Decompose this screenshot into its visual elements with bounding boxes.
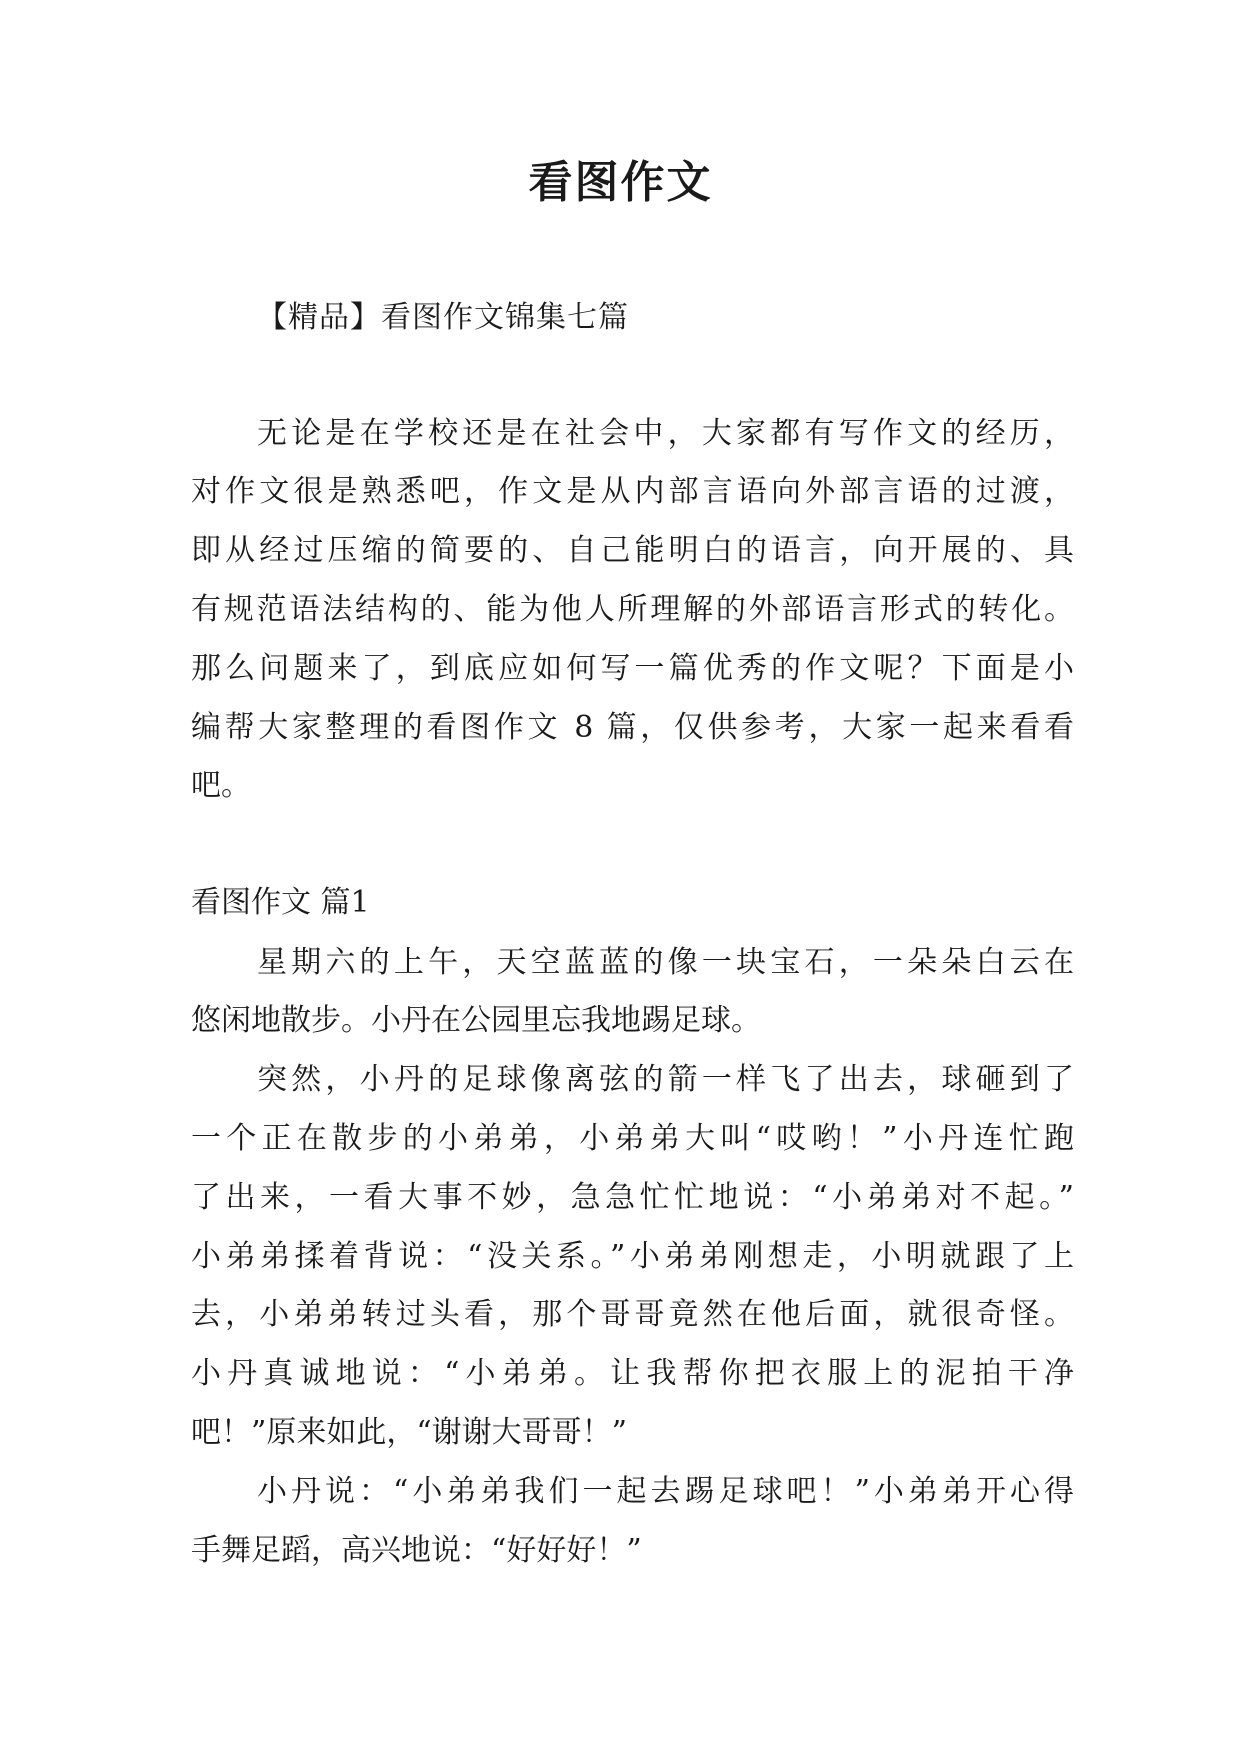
text-line: 星期六的上午，天空蓝蓝的像一块宝石，一朵朵白云在 — [257, 944, 1074, 980]
text-line: 突然，小丹的足球像离弦的箭一样飞了出去，球砸到了 — [257, 1062, 1074, 1098]
text-line: 了出来，一看大事不妙，急急忙忙地说：“小弟弟对不起。” — [191, 1179, 1074, 1215]
text-line: 小丹真诚地说：“小弟弟。让我帮你把衣服上的泥拍干净 — [191, 1356, 1074, 1392]
text-line: 无论是在学校还是在社会中，大家都有写作文的经历， — [257, 415, 1074, 451]
text-line: 有规范语法结构的、能为他人所理解的外部语言形式的转化。 — [191, 591, 1074, 627]
section-heading: 看图作文 篇1 — [191, 885, 370, 920]
document-subtitle: 【精品】看图作文锦集七篇 — [257, 300, 629, 335]
text-line: 小弟弟揉着背说：“没关系。”小弟弟刚想走，小明就跟了上 — [191, 1238, 1074, 1274]
text-line: 即从经过压缩的简要的、自己能明白的语言，向开展的、具 — [191, 533, 1074, 569]
text-line: 悠闲地散步。小丹在公园里忘我地踢足球。 — [191, 1003, 761, 1039]
intro-paragraph — [191, 405, 1074, 817]
text-line: 那么问题来了，到底应如何写一篇优秀的作文呢？下面是小 — [191, 650, 1074, 686]
text-line: 去，小弟弟转过头看，那个哥哥竟然在他后面，就很奇怪。 — [191, 1297, 1074, 1333]
text-line: 吧！”原来如此，“谢谢大哥哥！” — [191, 1414, 628, 1450]
essay-body — [191, 934, 1074, 1581]
text-line: 编帮大家整理的看图作文 8 篇，仅供参考，大家一起来看看 — [191, 709, 1074, 745]
document-title: 看图作文 — [528, 157, 713, 208]
text-line: 一个正在散步的小弟弟，小弟弟大叫“哎哟！”小丹连忙跑 — [191, 1120, 1074, 1156]
text-line: 小丹说：“小弟弟我们一起去踢足球吧！”小弟弟开心得 — [257, 1473, 1074, 1509]
text-line: 手舞足蹈，高兴地说：“好好好！” — [191, 1532, 642, 1568]
text-line: 吧。 — [191, 768, 251, 804]
text-line: 对作文很是熟悉吧，作文是从内部言语向外部言语的过渡， — [191, 474, 1074, 510]
